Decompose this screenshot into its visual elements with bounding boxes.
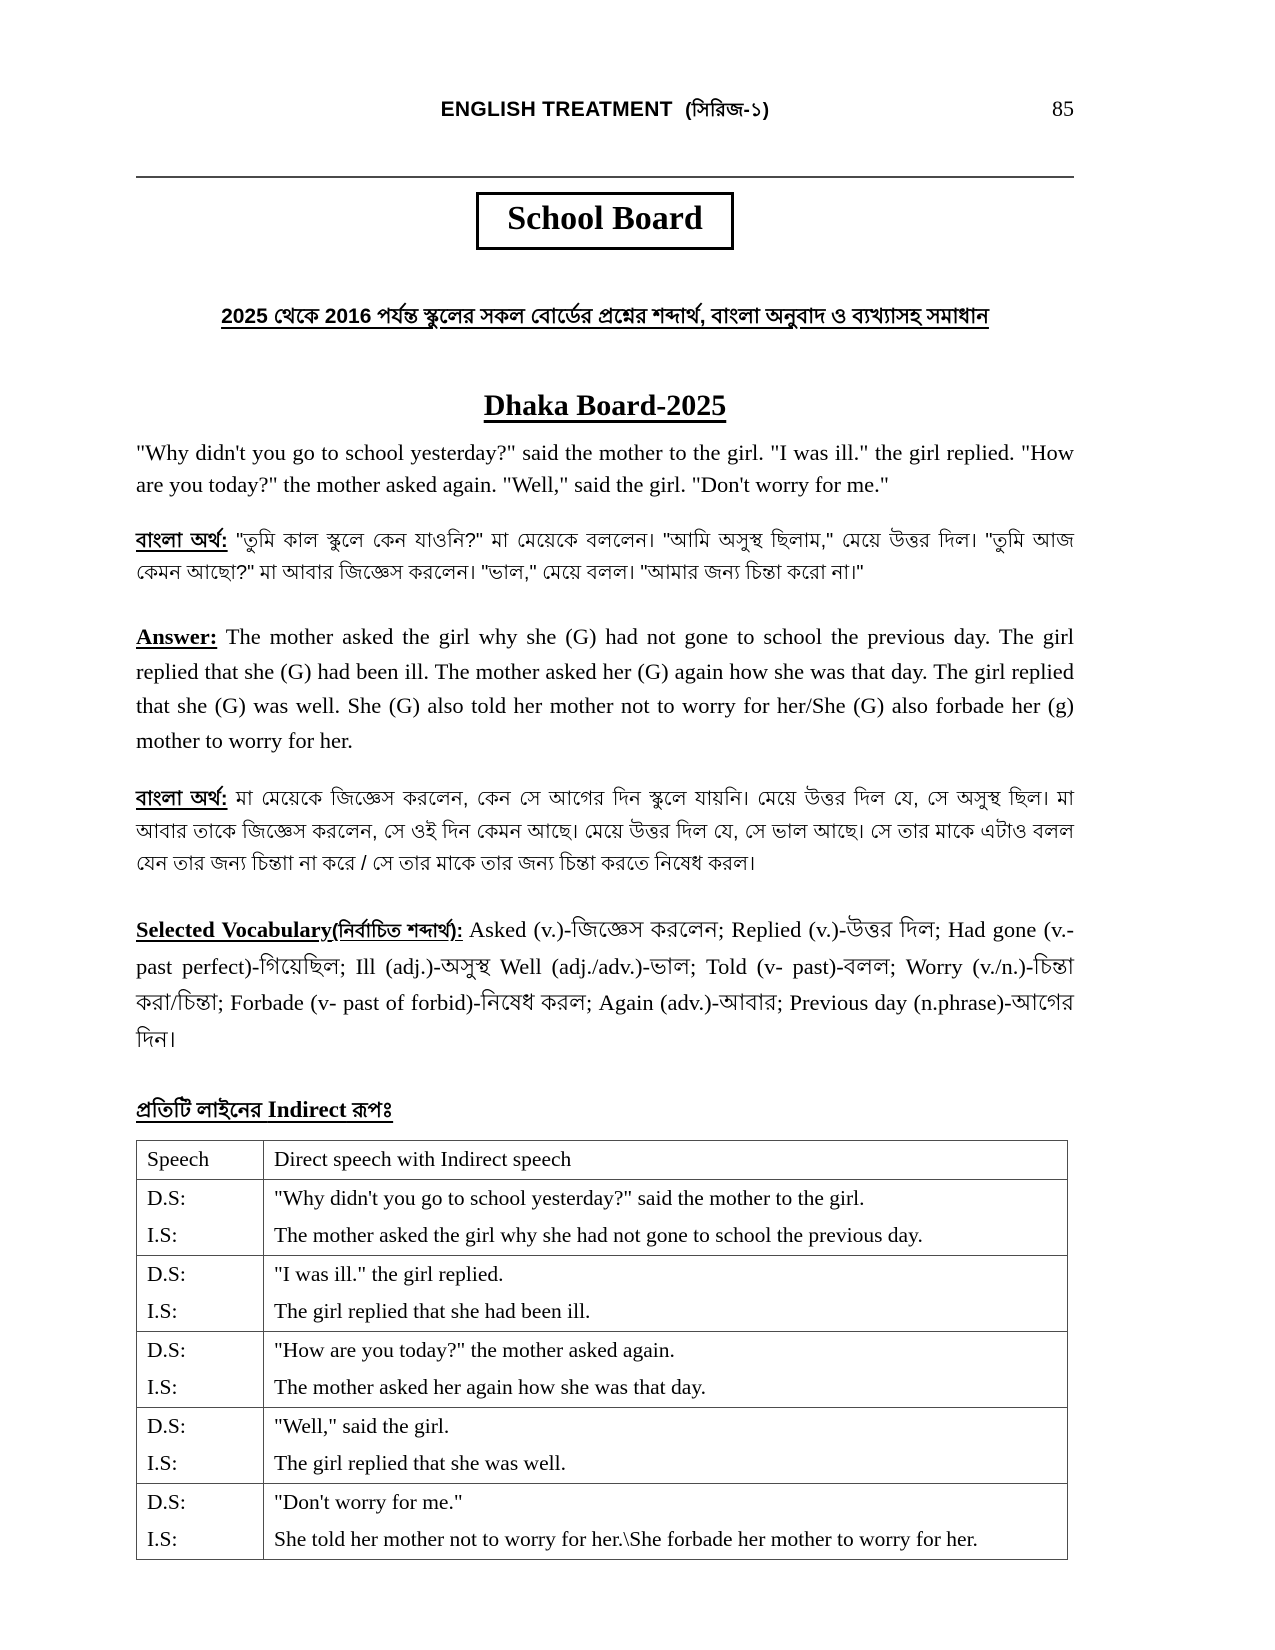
vocabulary-heading-en: Selected Vocabulary: [136, 917, 332, 943]
vocabulary-entries: Asked (v.)-জিজ্ঞেস করলেন; Replied (v.)-উত্তর দিল; Had gone (v.-past perfect)-গিয়েছিল; Ill (adj.)-অসুস্থ Well (adj./adv.)-ভাল; Told (v- past)-বলল; Worry (v./n.)-চিন্তা করা/চিন্তা; Forbade (v- past of forbid)-নিষেধ করল; Again (adv.)-আবার; Previous day (n.phrase)-আগের দিন।: [136, 917, 1074, 1052]
indirect-table-heading-bn-suffix: রূপঃ: [346, 1099, 394, 1123]
row-is-text: The mother asked the girl why she had not gone to school the previous day.: [264, 1217, 1068, 1255]
column-header-direct-indirect: Direct speech with Indirect speech: [264, 1141, 1068, 1180]
table-row: [137, 1293, 1068, 1331]
table-row: [137, 1407, 1068, 1445]
table-row: [137, 1255, 1068, 1293]
row-ds-label: D.S:: [137, 1179, 264, 1217]
passage-text: "Why didn't you go to school yesterday?" said the mother to the girl. "I was ill." the girl replied. "How are you today?" the mother asked again. "Well," said the girl. "Don't worry for me.": [136, 440, 1074, 497]
row-ds-label: D.S:: [137, 1407, 264, 1445]
translation-two: [136, 783, 1074, 880]
row-is-text: The girl replied that she was well.: [264, 1445, 1068, 1483]
school-board-title: School Board: [476, 192, 734, 250]
row-is-text: The mother asked her again how she was that day.: [264, 1369, 1068, 1407]
row-is-label: I.S:: [137, 1369, 264, 1407]
subtitle-bengali: 2025 থেকে 2016 পর্যন্ত স্কুলের সকল বোর্ডের প্রশ্নের শব্দার্থ, বাংলা অনুবাদ ও ব্যখ্যাসহ সমাধান: [221, 305, 989, 328]
column-header-speech: Speech: [137, 1141, 264, 1180]
indirect-speech-table-body: [137, 1141, 1068, 1560]
row-is-label: I.S:: [137, 1521, 264, 1559]
translation-one: [136, 525, 1074, 590]
indirect-table-heading: [136, 1094, 393, 1129]
row-ds-text: "Don't worry for me.": [264, 1483, 1068, 1521]
running-header-title-en: ENGLISH TREATMENT: [440, 98, 673, 121]
table-row: [137, 1445, 1068, 1483]
table-row: [137, 1483, 1068, 1521]
row-ds-label: D.S:: [137, 1255, 264, 1293]
page-number: 85: [1052, 96, 1074, 121]
row-ds-text: "Why didn't you go to school yesterday?" said the mother to the girl.: [264, 1179, 1068, 1217]
running-header-title-bn: (সিরিজ-১): [685, 100, 770, 121]
table-row: [137, 1369, 1068, 1407]
title-box-container: [136, 192, 1074, 250]
row-ds-text: "I was ill." the girl replied.: [264, 1255, 1068, 1293]
translation-one-text: "তুমি কাল স্কুলে কেন যাওনি?" মা মেয়েকে বললেন। "আমি অসুস্থ ছিলাম," মেয়ে উত্তর দিল। "তুমি আজ কেমন আছো?" মা আবার জিজ্ঞেস করলেন। "ভাল," মেয়ে বলল। "আমার জন্য চিন্তা করো না।": [136, 529, 1074, 585]
board-heading: Dhaka Board-2025: [483, 389, 727, 422]
translation-two-label: বাংলা অর্থ:: [136, 788, 228, 811]
row-is-label: I.S:: [137, 1445, 264, 1483]
table-row: [137, 1217, 1068, 1255]
answer-block: [136, 620, 1074, 760]
translation-one-label: বাংলা অর্থ:: [136, 529, 228, 552]
row-ds-text: "How are you today?" the mother asked again.: [264, 1331, 1068, 1369]
translation-two-text: মা মেয়েকে জিজ্ঞেস করলেন, কেন সে আগের দিন স্কুলে যায়নি। মেয়ে উত্তর দিল যে, সে অসুস্থ ছিল। মা আবার তাকে জিজ্ঞেস করলেন, সে ওই দিন কেমন আছে। মেয়ে উত্তর দিল যে, সে ভাল আছে। সে তার মাকে এটাও বলল যেন তার জন্য চিন্তাা না করে / সে তার মাকে তার জন্য চিন্তা করতে নিষেধ করল।: [136, 788, 1074, 875]
page-content: [136, 0, 1074, 1560]
row-ds-label: D.S:: [137, 1331, 264, 1369]
answer-label: Answer:: [136, 623, 218, 649]
table-row: [137, 1521, 1068, 1559]
selected-vocabulary: [136, 912, 1074, 1058]
indirect-table-heading-en: Indirect: [267, 1097, 347, 1123]
row-is-text: The girl replied that she had been ill.: [264, 1293, 1068, 1331]
running-header-title: [136, 96, 1074, 128]
running-header: [136, 96, 1074, 142]
table-row: [137, 1179, 1068, 1217]
row-is-label: I.S:: [137, 1293, 264, 1331]
header-divider: [136, 176, 1074, 178]
indirect-table-heading-bn-prefix: প্রতিটি লাইনের: [136, 1099, 268, 1123]
indirect-speech-table: [136, 1140, 1068, 1560]
vocabulary-heading-bn: (নির্বাচিত শব্দার্থ):: [331, 921, 463, 943]
table-row: [137, 1331, 1068, 1369]
row-ds-text: "Well," said the girl.: [264, 1407, 1068, 1445]
answer-text: The mother asked the girl why she (G) had not gone to school the previous day. The girl replied that she (G) had been ill. The mother asked her (G) again how she was that day. The girl replied that she (G) was well. She (G) also told her mother not to worry for her/She (G) also forbade her (g) mother to worry for her.: [136, 623, 1074, 754]
row-ds-label: D.S:: [137, 1483, 264, 1521]
row-is-label: I.S:: [137, 1217, 264, 1255]
table-header-row: [137, 1141, 1068, 1180]
row-is-text: She told her mother not to worry for her.\She forbade her mother to worry for her.: [264, 1521, 1068, 1559]
